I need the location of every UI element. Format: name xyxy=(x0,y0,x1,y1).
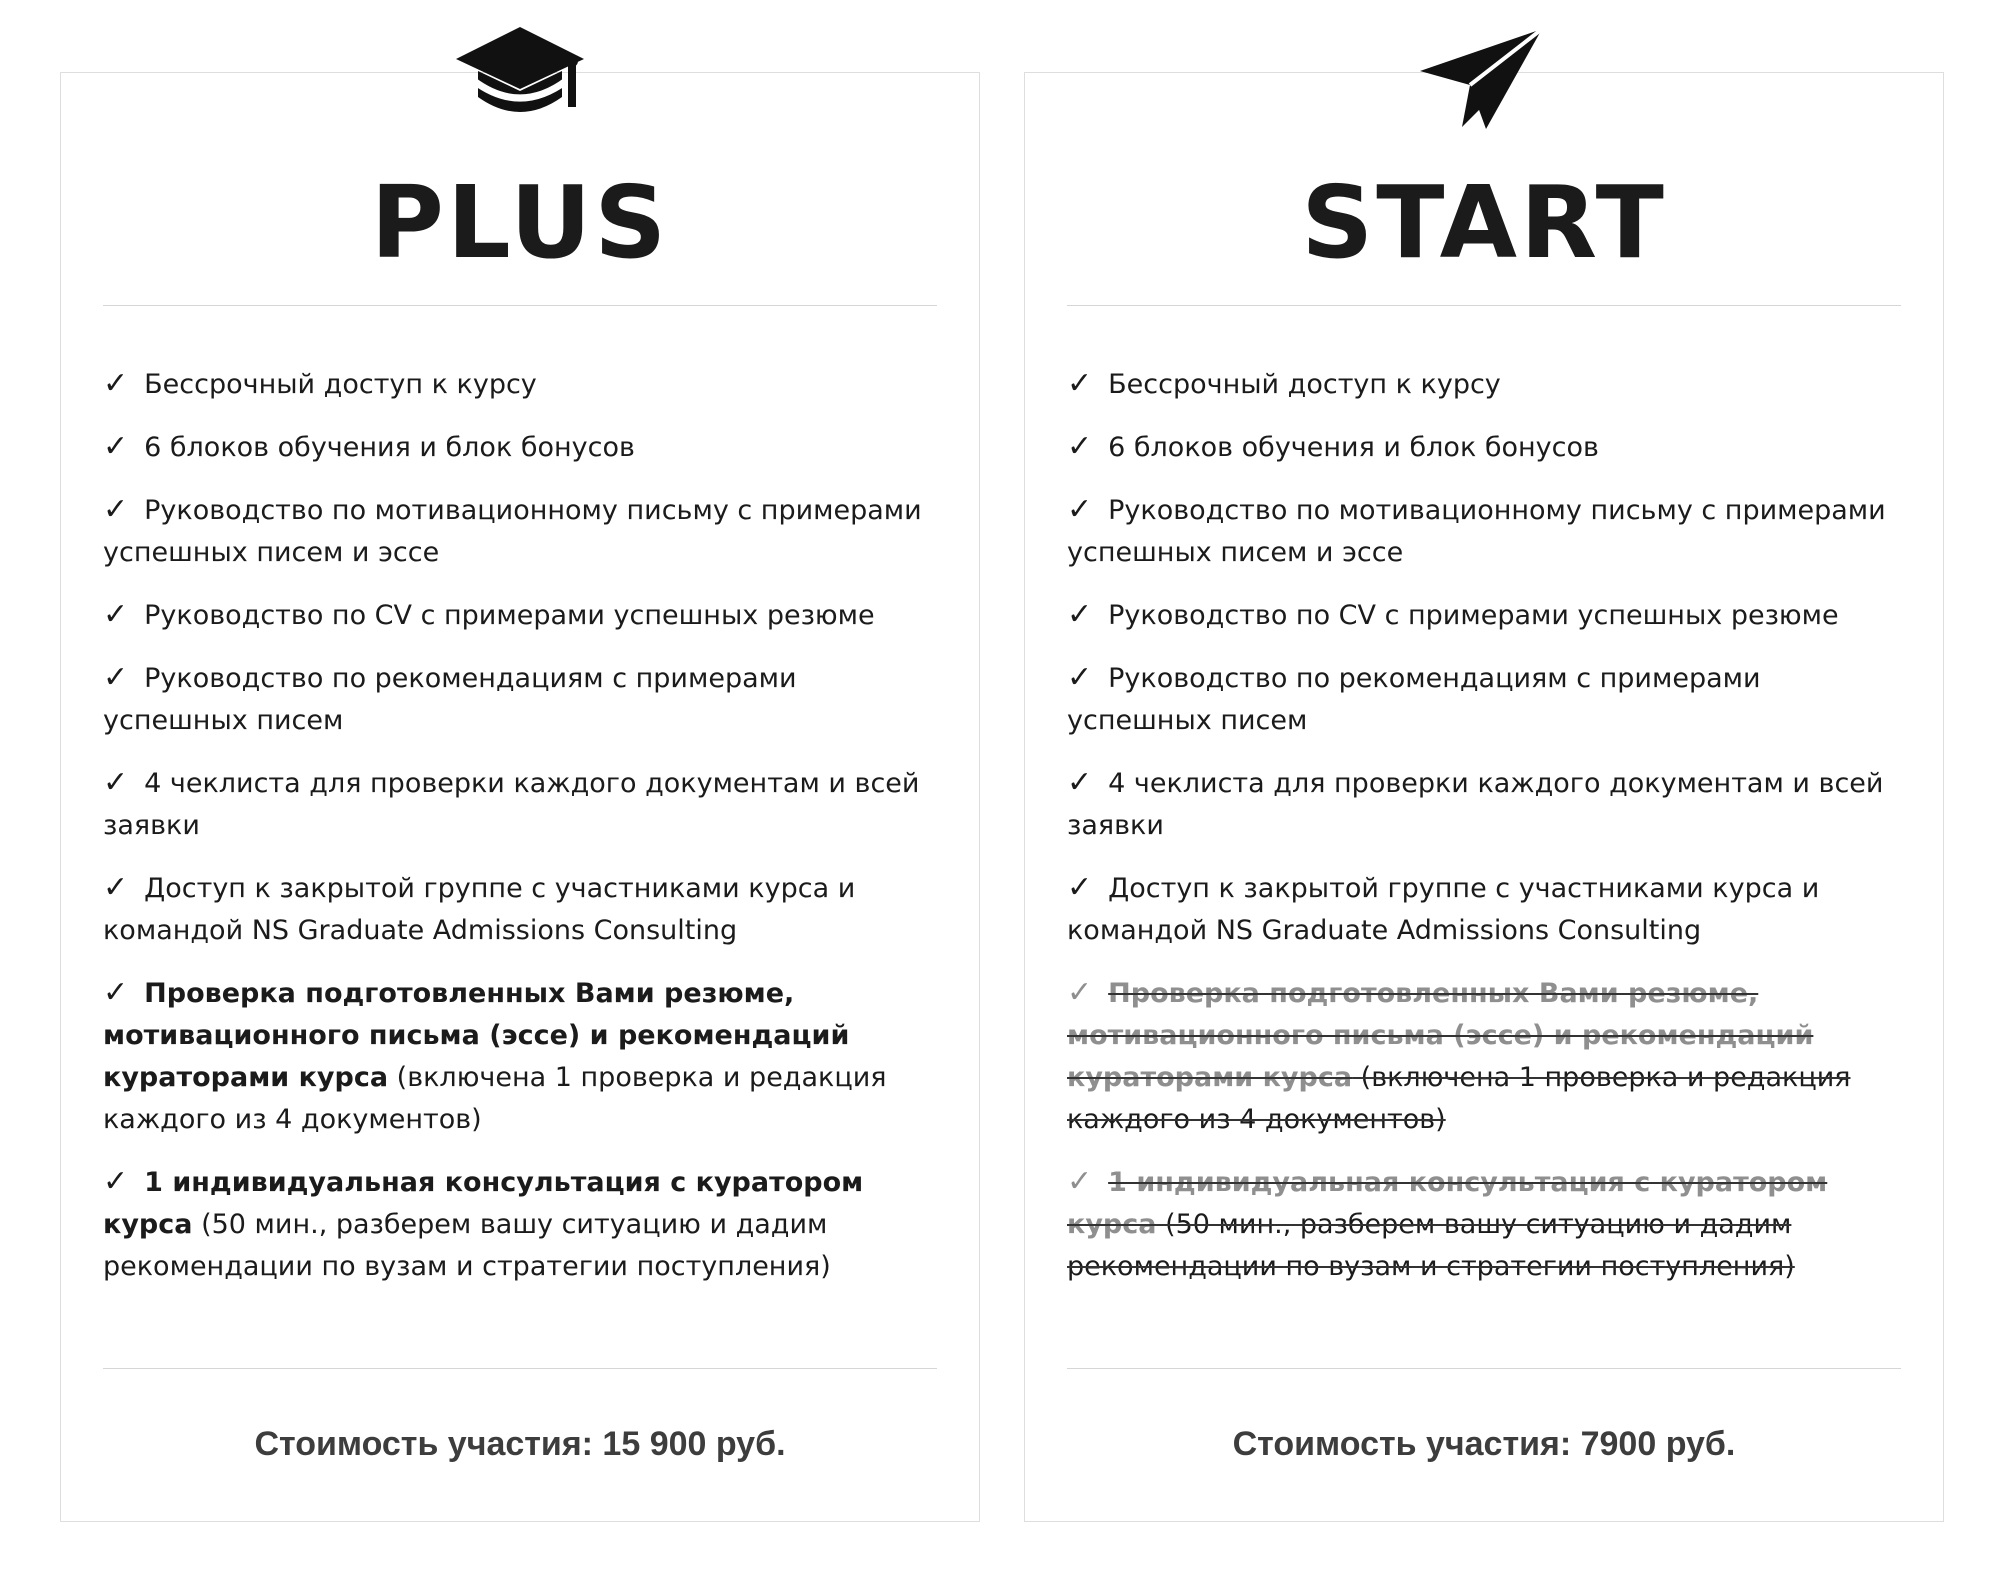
feature-item: ✓ Руководство по рекомендациям с примерами успешных писем xyxy=(103,657,943,742)
feature-item: ✓ Бессрочный доступ к курсу xyxy=(103,363,943,406)
plan-title: START xyxy=(1301,164,1667,281)
feature-item: ✓ Руководство по рекомендациям с примерами успешных писем xyxy=(1067,657,1907,742)
feature-item-unavailable: ✓ 1 индивидуальная консультация с куратором курса (50 мин., разберем вашу ситуацию и дадим рекомендации по вузам и стратегии поступления) xyxy=(1067,1161,1907,1288)
feature-item: ✓ 6 блоков обучения и блок бонусов xyxy=(1067,426,1907,469)
check-icon: ✓ xyxy=(103,660,129,695)
divider xyxy=(103,305,937,306)
price-label: Стоимость участия: 15 900 руб. xyxy=(254,1425,786,1463)
check-icon: ✓ xyxy=(1067,1164,1093,1199)
feature-item: ✓ Руководство по мотивационному письму с примерами успешных писем и эссе xyxy=(103,489,943,574)
plan-title: PLUS xyxy=(370,164,670,281)
feature-item-unavailable: ✓ Проверка подготовленных Вами резюме, мотивационного письма (эссе) и рекомендаций кураторами курса (включена 1 проверка и редакция каждого из 4 документов) xyxy=(1067,972,1907,1141)
feature-item: ✓ Руководство по CV с примерами успешных резюме xyxy=(103,594,943,637)
check-icon: ✓ xyxy=(103,1164,129,1199)
check-icon: ✓ xyxy=(1067,765,1093,800)
check-icon: ✓ xyxy=(103,366,129,401)
check-icon: ✓ xyxy=(103,429,129,464)
feature-list xyxy=(1067,363,1907,1308)
check-icon: ✓ xyxy=(103,597,129,632)
feature-item: ✓ Бессрочный доступ к курсу xyxy=(1067,363,1907,406)
check-icon: ✓ xyxy=(1067,492,1093,527)
feature-item: ✓ Руководство по мотивационному письму с примерами успешных писем и эссе xyxy=(1067,489,1907,574)
divider xyxy=(1067,305,1901,306)
feature-list xyxy=(103,363,943,1308)
graduation-cap-icon xyxy=(450,23,590,143)
check-icon: ✓ xyxy=(103,492,129,527)
feature-item: ✓ Доступ к закрытой группе с участниками курса и командой NS Graduate Admissions Consulting xyxy=(1067,867,1907,952)
feature-item: ✓ 4 чеклиста для проверки каждого документам и всей заявки xyxy=(103,762,943,847)
check-icon: ✓ xyxy=(1067,597,1093,632)
check-icon: ✓ xyxy=(103,765,129,800)
check-icon: ✓ xyxy=(103,975,129,1010)
feature-item: ✓ 4 чеклиста для проверки каждого документам и всей заявки xyxy=(1067,762,1907,847)
divider xyxy=(103,1368,937,1369)
check-icon: ✓ xyxy=(103,870,129,905)
check-icon: ✓ xyxy=(1067,870,1093,905)
plan-card-start xyxy=(1024,72,1944,1522)
feature-item: ✓ Доступ к закрытой группе с участниками курса и командой NS Graduate Admissions Consulting xyxy=(103,867,943,952)
check-icon: ✓ xyxy=(1067,660,1093,695)
check-icon: ✓ xyxy=(1067,975,1093,1010)
check-icon: ✓ xyxy=(1067,429,1093,464)
feature-item: ✓ 1 индивидуальная консультация с куратором курса (50 мин., разберем вашу ситуацию и дадим рекомендации по вузам и стратегии поступления) xyxy=(103,1161,943,1288)
price-label: Стоимость участия: 7900 руб. xyxy=(1232,1425,1736,1463)
check-icon: ✓ xyxy=(1067,366,1093,401)
paper-plane-icon xyxy=(1414,23,1554,143)
feature-item: ✓ Руководство по CV с примерами успешных резюме xyxy=(1067,594,1907,637)
divider xyxy=(1067,1368,1901,1369)
plan-card-plus xyxy=(60,72,980,1522)
feature-item: ✓ Проверка подготовленных Вами резюме, мотивационного письма (эссе) и рекомендаций кураторами курса (включена 1 проверка и редакция каждого из 4 документов) xyxy=(103,972,943,1141)
feature-item: ✓ 6 блоков обучения и блок бонусов xyxy=(103,426,943,469)
